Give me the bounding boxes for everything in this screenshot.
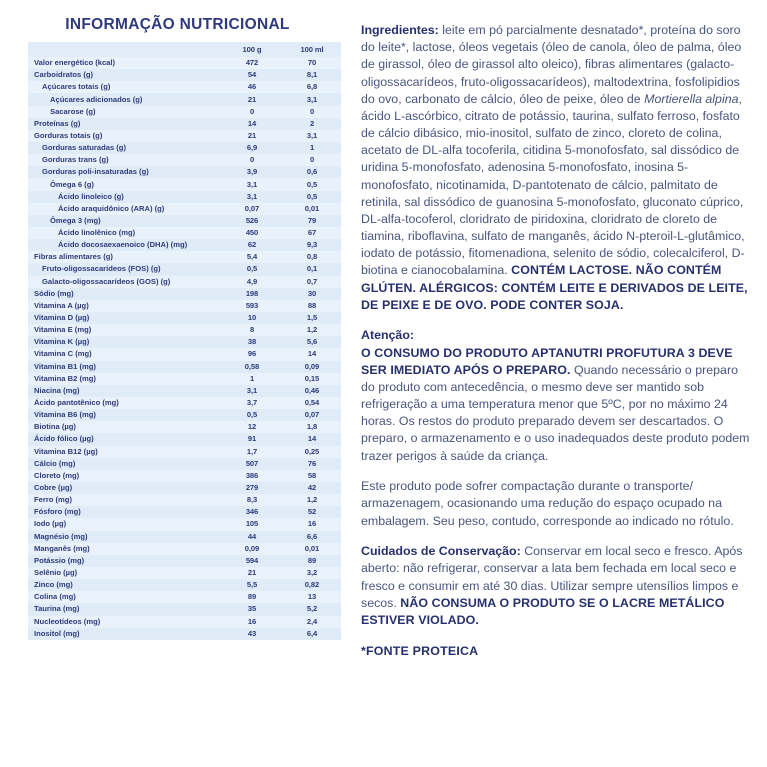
nutrient-value-100ml: 0,1 (306, 264, 318, 274)
table-row (28, 300, 341, 312)
table-row (28, 361, 341, 373)
product-info-panel (355, 0, 767, 767)
table-row (28, 142, 341, 154)
nutrient-value-100g: 8,3 (246, 495, 258, 505)
nutrient-value-100ml: 0 (309, 106, 315, 116)
nutrient-value-100g: 1 (249, 373, 255, 383)
table-bottom-spacer (0, 640, 355, 657)
table-row (28, 312, 341, 324)
nutrient-value-100ml: 3,2 (306, 568, 318, 577)
nutrient-name: Vitamina B6 (mg) (34, 410, 96, 420)
nutrient-value-100ml: 13 (307, 592, 317, 602)
nutrient-value-100g: 279 (245, 483, 259, 493)
nutrient-value-100g: 21 (247, 568, 257, 577)
nutrient-name: Proteínas (g) (34, 118, 81, 128)
allergen-warning: CONTÉM LACTOSE. NÃO CONTÉM GLÚTEN. ALÉRGICOS: CONTÉM LEITE E DERIVADOS DE LEITE, DE PEIXE E DE OVO. PODE CONTER SOJA. (361, 263, 748, 312)
nutrient-name: Gorduras totais (g) (34, 130, 103, 140)
nutrient-name: Niacina (mg) (34, 385, 80, 395)
storage-body: Conservar em local seco e fresco. Após aberto: não refrigerar, conservar a lata bem fechada em local seco e fresco e consumir em até 30 dias. Utilizar sempre utensílios limpos e secos. (361, 544, 743, 610)
nutrient-value-100ml: 1,5 (306, 313, 318, 323)
nutrient-value-100g: 3,1 (246, 191, 258, 201)
attention-headline: O CONSUMO DO PRODUTO APTANUTRI PROFUTURA 3 DEVE SER IMEDIATO APÓS O PREPARO. (361, 345, 733, 377)
nutrient-name: Inositol (mg) (34, 628, 80, 638)
nutrient-value-100g: 0 (249, 155, 255, 165)
nutrient-value-100ml: 58 (307, 470, 317, 480)
nutrient-value-100ml: 76 (307, 458, 317, 468)
nutrient-name: Biotina (µg) (34, 422, 76, 432)
nutrient-value-100ml: 70 (307, 58, 317, 68)
nutrient-value-100ml: 6,4 (306, 628, 318, 638)
nutrient-value-100g: 3,1 (246, 179, 258, 189)
table-row (28, 69, 341, 81)
protein-source-footnote: *FONTE PROTEICA (361, 643, 479, 658)
nutrient-value-100ml: 14 (307, 349, 317, 359)
attention-label: Atenção: (361, 328, 415, 343)
nutrient-name: Magnésio (mg) (34, 531, 88, 541)
table-row (28, 166, 341, 178)
nutrient-value-100g: 526 (245, 215, 259, 225)
nutrient-value-100g: 1,7 (246, 446, 258, 456)
table-row (28, 324, 341, 336)
table-row (28, 591, 341, 603)
nutrient-name: Vitamina E (mg) (34, 325, 92, 335)
nutrient-value-100ml: 0,8 (306, 252, 318, 262)
table-row (28, 603, 341, 615)
nutrient-value-100ml: 89 (307, 555, 317, 565)
table-row (28, 494, 341, 506)
table-row (28, 531, 341, 543)
nutrient-name: Fibras alimentares (g) (34, 252, 113, 262)
nutrient-name: Vitamina K (µg) (34, 337, 90, 347)
nutrient-value-100ml: 0,5 (306, 179, 318, 189)
nutrient-value-100ml: 0,01 (304, 203, 320, 213)
nutrient-name: Ácido linoleico (g) (58, 191, 124, 201)
nutrient-value-100g: 6,9 (246, 143, 258, 153)
storage-label: Cuidados de Conservação: (361, 544, 521, 559)
attention-paragraph (361, 327, 753, 464)
nutrient-name: Vitamina B12 (µg) (34, 446, 98, 456)
table-row (28, 421, 341, 433)
table-row (28, 616, 341, 628)
table-row (28, 106, 341, 118)
column-header-100ml: 100 ml (300, 45, 324, 54)
nutrient-name: Taurina (mg) (34, 604, 80, 614)
table-row (28, 130, 341, 142)
table-row (28, 348, 341, 360)
nutrient-value-100ml: 88 (307, 300, 317, 310)
nutrient-value-100g: 4,9 (246, 276, 258, 286)
nutrient-value-100ml: 1,2 (306, 325, 318, 335)
nutrient-value-100g: 3,7 (246, 398, 258, 408)
nutrient-value-100ml: 52 (307, 507, 317, 517)
nutrient-value-100ml: 2,4 (306, 616, 318, 626)
nutrient-value-100g: 8 (249, 325, 255, 335)
nutrient-value-100ml: 3,1 (306, 94, 318, 104)
nutrient-name: Cobre (µg) (34, 483, 73, 493)
nutrient-name: Ácido linolênico (mg) (58, 228, 136, 238)
table-row (28, 154, 341, 166)
nutrient-name: Vitamina A (µg) (34, 300, 89, 310)
table-row (28, 251, 341, 263)
nutrient-name: Vitamina D (µg) (34, 313, 90, 323)
nutrient-value-100g: 96 (247, 349, 257, 359)
nutrient-value-100ml: 0,15 (304, 373, 320, 383)
nutrient-value-100ml: 0,6 (306, 167, 318, 177)
table-row (28, 203, 341, 215)
ingredients-paragraph (361, 22, 753, 314)
nutrient-value-100g: 3,1 (246, 385, 258, 395)
nutrient-value-100g: 12 (247, 422, 257, 432)
table-row (28, 93, 341, 105)
ingredients-body-first: leite em pó parcialmente desnatado*, proteína do soro do leite*, lactose, óleos vegetais (óleo de canola, óleo de palma, óleo de girassol, óleo de girassol alto oleico), fibras alimentares (galacto-oligossacarídeos, fruto-oligossacarídeos), maltodextrina, fosfolipidios do ovo, carbonato de cálcio, óleo de peixe, óleo de (361, 23, 742, 106)
seal-warning: NÃO CONSUMA O PRODUTO SE O LACRE METÁLICO ESTIVER VIOLADO. (361, 595, 725, 627)
nutrient-value-100ml: 16 (307, 519, 317, 529)
nutrient-value-100ml: 0,07 (304, 410, 320, 420)
nutrient-value-100ml: 0,82 (304, 580, 320, 590)
table-row (28, 446, 341, 458)
nutrient-value-100ml: 0,25 (304, 446, 320, 456)
nutrient-value-100ml: 79 (307, 215, 317, 225)
nutrient-value-100g: 593 (245, 300, 259, 310)
nutrient-name: Iodo (µg) (34, 519, 67, 529)
ingredients-species-name: Mortierella alpina (644, 91, 739, 106)
nutrient-value-100g: 594 (245, 555, 259, 565)
nutrient-value-100ml: 0,7 (306, 276, 318, 286)
nutrient-name: Colina (mg) (34, 592, 76, 602)
nutrient-name: Fruto-oligossacarídeos (FOS) (g) (42, 264, 161, 274)
nutrient-value-100g: 105 (245, 519, 259, 529)
table-row (28, 215, 341, 227)
nutrient-value-100g: 0,07 (244, 203, 260, 213)
nutrient-value-100g: 0,5 (246, 410, 258, 420)
nutrient-name: Ácido araquidônico (ARA) (g) (58, 203, 165, 213)
nutrient-name: Ferro (mg) (34, 495, 72, 505)
page-title: INFORMAÇÃO NUTRICIONAL (65, 16, 290, 33)
table-header-row (28, 42, 341, 57)
nutrient-name: Açúcares totais (g) (42, 82, 111, 92)
nutrient-name: Ácido docosaexaenoico (DHA) (mg) (58, 240, 188, 250)
nutrient-name: Ômega 3 (mg) (50, 215, 101, 225)
nutrient-name: Ômega 6 (g) (50, 179, 94, 189)
table-row (28, 555, 341, 567)
table-row (28, 458, 341, 470)
nutrient-value-100ml: 14 (307, 434, 317, 444)
table-header (28, 42, 341, 57)
nutrient-value-100g: 62 (247, 240, 257, 250)
nutrient-name: Cálcio (mg) (34, 458, 76, 468)
nutrient-name: Açúcares adicionados (g) (50, 94, 143, 104)
nutrient-value-100g: 0,5 (246, 264, 258, 274)
table-row (28, 433, 341, 445)
nutrient-value-100ml: 6,8 (306, 82, 318, 92)
nutrient-name: Gorduras trans (g) (42, 155, 109, 165)
table-row (28, 543, 341, 555)
nutrient-value-100g: 16 (247, 616, 257, 626)
nutrient-value-100ml: 3,1 (306, 130, 318, 140)
storage-paragraph (361, 543, 753, 629)
nutrient-name: Gorduras saturadas (g) (42, 143, 126, 153)
table-row (28, 373, 341, 385)
table-row (28, 191, 341, 203)
table-row (28, 579, 341, 591)
column-header-name (28, 42, 221, 57)
nutrient-value-100g: 450 (245, 228, 259, 238)
nutrient-name: Fósforo (mg) (34, 507, 81, 517)
nutrient-value-100g: 91 (247, 434, 257, 444)
table-row (28, 470, 341, 482)
nutrient-name: Vitamina B2 (mg) (34, 373, 96, 383)
nutrient-value-100ml: 9,3 (306, 240, 318, 250)
nutrient-value-100ml: 0,5 (306, 191, 318, 201)
nutrient-value-100ml: 0,54 (304, 398, 320, 408)
nutrient-name: Valor energético (kcal) (34, 58, 116, 68)
table-row (28, 482, 341, 494)
nutrient-value-100ml: 0,09 (304, 361, 320, 371)
nutrient-name: Manganês (mg) (34, 543, 90, 553)
nutrient-value-100g: 346 (245, 507, 259, 517)
table-row (28, 118, 341, 130)
table-row (28, 276, 341, 288)
table-row (28, 567, 341, 579)
nutrient-name: Ácido fólico (µg) (34, 434, 94, 444)
nutrient-value-100ml: 67 (307, 228, 317, 238)
nutrient-value-100ml: 1,8 (306, 422, 318, 432)
table-row (28, 81, 341, 93)
table-row (28, 397, 341, 409)
nutrient-value-100g: 5,4 (246, 252, 258, 262)
nutrient-value-100g: 0,09 (244, 543, 260, 553)
nutrient-name: Selênio (µg) (34, 568, 78, 577)
nutrient-value-100g: 43 (247, 628, 257, 638)
nutrient-value-100g: 507 (245, 458, 259, 468)
nutrient-value-100g: 386 (245, 470, 259, 480)
table-row (28, 288, 341, 300)
nutrition-table-panel (0, 0, 355, 767)
nutrient-value-100ml: 5,2 (306, 604, 318, 614)
nutrition-table (28, 42, 341, 640)
nutrient-value-100ml: 6,6 (306, 531, 318, 541)
nutrient-name: Galacto-oligossacarídeos (GOS) (g) (42, 276, 171, 286)
table-row (28, 227, 341, 239)
table-row (28, 506, 341, 518)
nutrient-name: Cloreto (mg) (34, 470, 80, 480)
table-row (28, 239, 341, 251)
compaction-paragraph: Este produto pode sofrer compactação durante o transporte/ armazenagem, ocasionando uma redução do espaço ocupado na embalagem. Seu peso, contudo, corresponde ao indicado no rótulo. (361, 479, 734, 528)
nutrient-value-100g: 3,9 (246, 167, 258, 177)
nutrient-value-100g: 46 (247, 82, 257, 92)
nutrient-value-100g: 54 (247, 70, 257, 80)
table-row (28, 336, 341, 348)
nutrient-value-100g: 0,58 (244, 361, 260, 371)
nutrient-name: Sódio (mg) (34, 288, 74, 298)
table-body (28, 57, 341, 640)
attention-body: Quando necessário o preparo do produto com antecedência, o mesmo deve ser mantido sob refrigeração a uma temperatura menor que 5ºC, por no máximo 24 horas. Os restos do produto preparado devem ser descartados. O preparo, o armazenamento e o uso inadequados deste produto podem trazer perigos à saúde da criança. (361, 362, 750, 463)
nutrient-value-100g: 89 (247, 592, 257, 602)
nutrient-value-100g: 10 (247, 313, 257, 323)
table-row (28, 263, 341, 275)
nutrient-name: Nucleotídeos (mg) (34, 616, 101, 626)
nutrient-name: Vitamina C (mg) (34, 349, 92, 359)
nutrient-name: Potássio (mg) (34, 555, 85, 565)
ingredients-label: Ingredientes: (361, 23, 439, 37)
nutrient-name: Ácido pantotênico (mg) (34, 398, 119, 408)
column-header-100g: 100 g (242, 45, 262, 54)
nutrient-value-100g: 5,5 (246, 580, 258, 590)
nutrient-value-100ml: 0,01 (304, 543, 320, 553)
nutrient-name: Carboidratos (g) (34, 70, 94, 80)
nutrient-value-100ml: 0 (309, 155, 315, 165)
nutrient-value-100g: 14 (247, 118, 257, 128)
table-row (28, 57, 341, 69)
nutrient-value-100ml: 1 (309, 143, 315, 153)
nutrient-value-100g: 472 (245, 58, 259, 68)
table-row (28, 628, 341, 640)
table-row (28, 385, 341, 397)
table-row (28, 409, 341, 421)
nutrient-value-100g: 198 (245, 288, 259, 298)
table-row (28, 518, 341, 530)
nutrient-value-100g: 0 (249, 106, 255, 116)
table-row (28, 178, 341, 190)
nutrient-value-100ml: 30 (307, 288, 317, 298)
nutrient-value-100ml: 5,6 (306, 337, 318, 347)
ingredients-body-second: , ácido L-ascórbico, citrato de potássio, taurina, sulfato ferroso, fosfato de cálcio dibásico, mio-inositol, sulfato de zinco, cloreto de colina, acetato de DL-alfa tocoferila, citidina 5-monofosfato, sal dissódico de uridina 5-monofosfato, adenosina 5-monofosfato, inosina 5-monofosfato, nicotinamida, D-pantotenato de cálcio, palmitato de retinila, sal dissódico de guanosina 5-monofosfato, gluconato cúprico, DL-alfa-tocoferol, cloridrato de piridoxina, cloridrato de cloreto de tiamina, riboflavina, sulfato de manganês, ácido N-pteroil-L-glutâmico, iodato de potássio, fitomenadiona, selenito de sódio, colecalciferol, D-biotina e cianocobalamina. (361, 91, 745, 278)
nutrient-value-100g: 38 (247, 337, 257, 347)
nutrient-value-100ml: 8,1 (306, 70, 318, 80)
nutrient-name: Sacarose (g) (50, 106, 96, 116)
nutrient-value-100ml: 42 (307, 483, 317, 493)
nutrient-value-100g: 44 (247, 531, 257, 541)
nutrient-value-100ml: 0,46 (304, 385, 320, 395)
nutrient-value-100g: 21 (247, 130, 257, 140)
nutrient-name: Gorduras poli-insaturadas (g) (42, 167, 149, 177)
nutrient-value-100ml: 1,2 (306, 495, 318, 505)
nutrient-name: Zinco (mg) (34, 580, 73, 590)
nutrient-value-100ml: 2 (309, 118, 315, 128)
nutrient-name: Vitamina B1 (mg) (34, 361, 96, 371)
nutrient-value-100g: 35 (247, 604, 257, 614)
nutrient-value-100g: 21 (247, 94, 257, 104)
